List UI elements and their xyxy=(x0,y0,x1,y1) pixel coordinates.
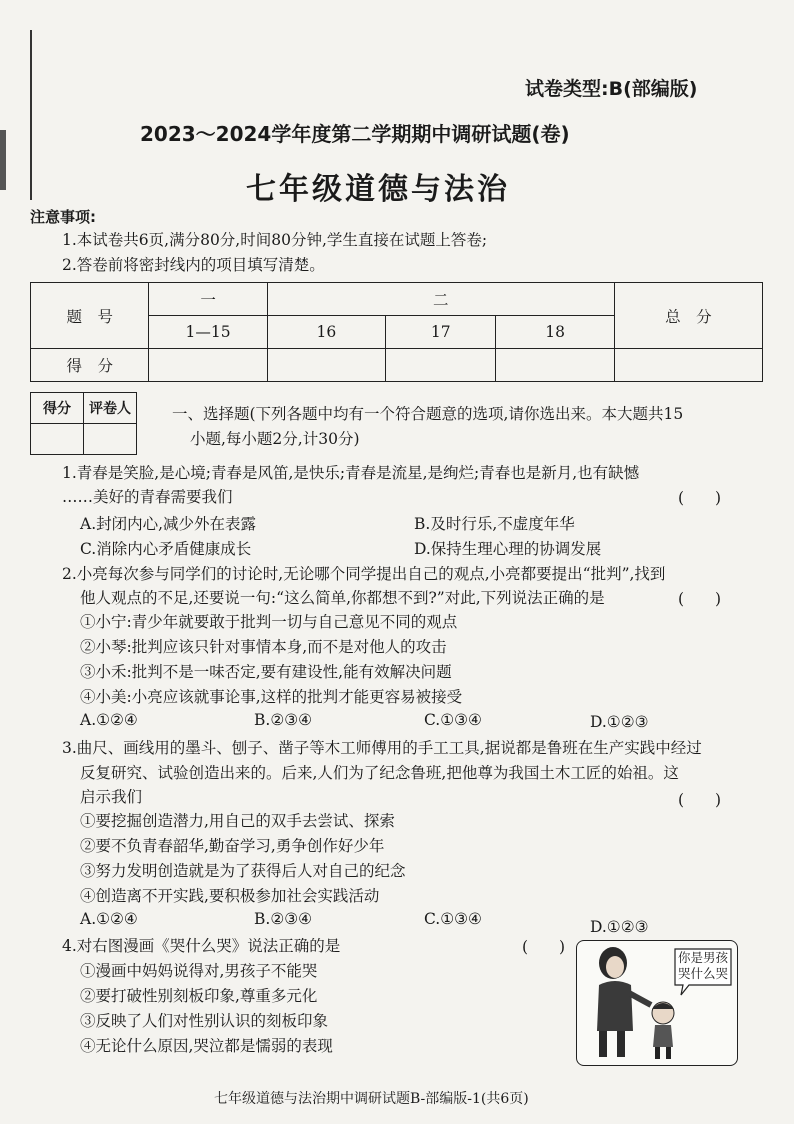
q3-stem-2: 反复研究、试验创造出来的。后来,人们为了纪念鲁班,把他尊为我国土木工匠的始祖。这 xyxy=(80,764,679,782)
q4-answer-paren[interactable]: ( ) xyxy=(522,938,566,956)
q2-option-c: C.①③④ xyxy=(424,711,482,729)
q4-statement-4: ④无论什么原因,哭泣都是懦弱的表现 xyxy=(80,1037,333,1055)
score-table xyxy=(30,282,763,382)
paper-type: 试卷类型:B(部编版) xyxy=(525,78,698,100)
notice-heading: 注意事项: xyxy=(30,208,96,226)
q2-answer-paren[interactable]: ( ) xyxy=(678,590,722,608)
section1-header: 一 xyxy=(149,283,267,316)
q2-option-d: D.①②③ xyxy=(590,713,649,731)
score-18[interactable] xyxy=(496,349,614,382)
q1-option-b: B.及时行乐,不虚度年华 xyxy=(414,515,575,533)
q2-statement-1: ①小宁:青少年就要敢于批判一切与自己意见不同的观点 xyxy=(80,613,458,631)
col-1-15: 1—15 xyxy=(149,316,267,349)
exam-title: 2023～2024学年度第二学期期中调研试题(卷) xyxy=(140,122,570,146)
section1-line1: 一、选择题(下列各题中均有一个符合题意的选项,请你选出来。本大题共15 xyxy=(172,405,684,423)
q1-stem-2: ……美好的青春需要我们 xyxy=(62,488,233,506)
q3-answer-paren[interactable]: ( ) xyxy=(678,791,722,809)
q3-stem-3: 启示我们 xyxy=(80,788,143,806)
q4-stem-1: 4.对右图漫画《哭什么哭》说法正确的是 xyxy=(62,937,341,955)
binding-line xyxy=(30,30,32,200)
q2-statement-4: ④小美:小亮应该就事论事,这样的批判才能更容易被接受 xyxy=(80,688,463,706)
q1-option-c: C.消除内心矛盾健康成长 xyxy=(80,540,252,558)
col-18: 18 xyxy=(496,316,614,349)
grader-name-label: 评卷人 xyxy=(84,393,137,424)
q2-stem-1: 2.小亮每次参与同学们的讨论时,无论哪个同学提出自己的观点,小亮都要提出“批判”,找到 xyxy=(62,565,666,583)
q3-option-c: C.①③④ xyxy=(424,910,482,928)
margin-mark xyxy=(0,130,6,190)
q4-statement-1: ①漫画中妈妈说得对,男孩子不能哭 xyxy=(80,962,318,980)
q4-statement-3: ③反映了人们对性别认识的刻板印象 xyxy=(80,1012,329,1030)
col-16: 16 xyxy=(267,316,385,349)
q2-option-b: B.②③④ xyxy=(254,711,313,729)
q2-stem-2: 他人观点的不足,还要说一句:“这么简单,你都想不到?”对此,下列说法正确的是 xyxy=(80,589,605,607)
q3-statement-3: ③努力发明创造就是为了获得后人对自己的纪念 xyxy=(80,862,406,880)
q3-option-b: B.②③④ xyxy=(254,910,313,928)
q3-stem-1: 3.曲尺、画线用的墨斗、刨子、凿子等木工师傅用的手工工具,据说都是鲁班在生产实践中经过 xyxy=(62,739,702,757)
q1-option-a: A.封闭内心,减少外在表露 xyxy=(80,515,257,533)
score-17[interactable] xyxy=(386,349,496,382)
q3-option-d: D.①②③ xyxy=(590,918,649,936)
page-footer: 七年级道德与法治期中调研试题B-部编版-1(共6页) xyxy=(214,1091,529,1107)
tihao-cell: 题 号 xyxy=(31,283,149,349)
cartoon-bubble-text: 你是男孩哭什么哭 xyxy=(677,950,728,981)
q2-option-a: A.①②④ xyxy=(80,711,138,729)
notice-item-2: 2.答卷前将密封线内的项目填写清楚。 xyxy=(62,256,325,274)
score-16[interactable] xyxy=(267,349,385,382)
notice-item-1: 1.本试卷共6页,满分80分,时间80分钟,学生直接在试题上答卷; xyxy=(62,231,488,249)
col-17: 17 xyxy=(386,316,496,349)
q1-option-d: D.保持生理心理的协调发展 xyxy=(414,540,602,558)
q1-answer-paren[interactable]: ( ) xyxy=(678,489,722,507)
q3-statement-2: ②要不负青春韶华,勤奋学习,勇争创作好少年 xyxy=(80,837,385,855)
grader-table xyxy=(30,392,137,455)
q3-statement-1: ①要挖掘创造潜力,用自己的双手去尝试、探索 xyxy=(80,812,395,830)
grader-score-box[interactable] xyxy=(31,424,84,455)
section2-header: 二 xyxy=(267,283,614,316)
defen-cell: 得 分 xyxy=(31,349,149,382)
grader-name-box[interactable] xyxy=(84,424,137,455)
section1-line2: 小题,每小题2分,计30分) xyxy=(190,430,360,448)
q3-option-a: A.①②④ xyxy=(80,910,138,928)
q2-statement-3: ③小禾:批判不是一味否定,要有建设性,能有效解决问题 xyxy=(80,663,452,681)
q3-statement-4: ④创造离不开实践,要积极参加社会实践活动 xyxy=(80,887,380,905)
grader-score-label: 得分 xyxy=(31,393,84,424)
score-1-15[interactable] xyxy=(149,349,267,382)
subject-title: 七年级道德与法治 xyxy=(246,172,510,207)
score-total[interactable] xyxy=(614,349,762,382)
q1-stem-1: 1.青春是笑脸,是心境;青春是风笛,是快乐;青春是流星,是绚烂;青春也是新月,也有缺憾 xyxy=(62,464,640,482)
total-header: 总 分 xyxy=(614,283,762,349)
q2-statement-2: ②小琴:批判应该只针对事情本身,而不是对他人的攻击 xyxy=(80,638,447,656)
q4-statement-2: ②要打破性别刻板印象,尊重多元化 xyxy=(80,987,318,1005)
